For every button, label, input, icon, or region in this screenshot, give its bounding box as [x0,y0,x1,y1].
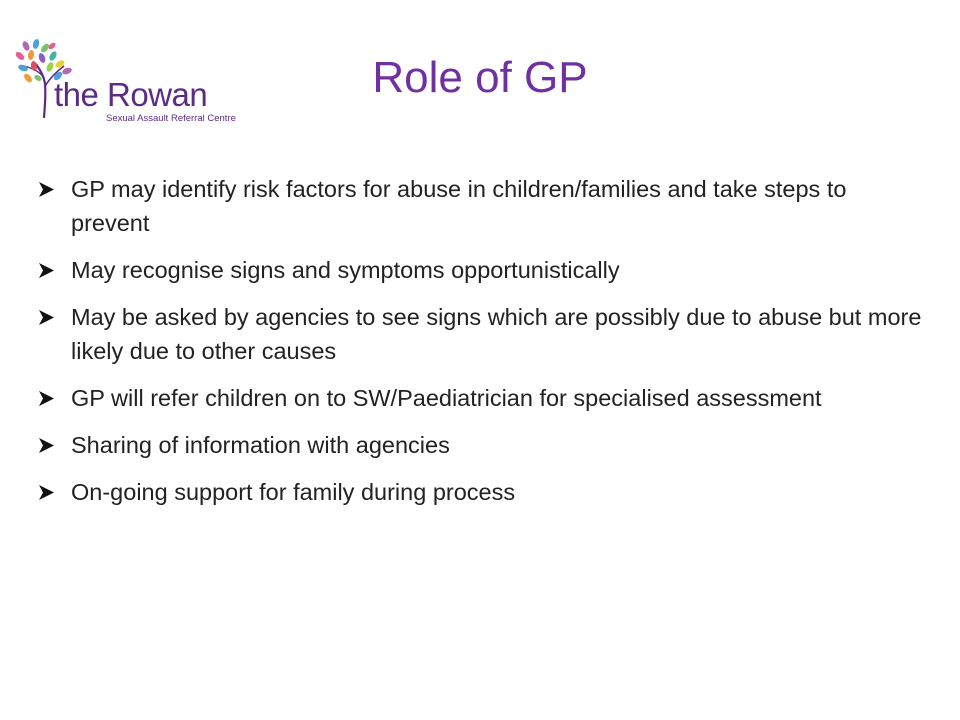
bullet-text: GP may identify risk factors for abuse in children/families and take steps to prevent [71,176,847,236]
bullet-list [38,172,923,522]
bullet-text: GP will refer children on to SW/Paediatrician for specialised assessment [71,385,822,411]
bullet-item [38,428,923,462]
logo-name: the Rowan [54,76,208,113]
logo-subtitle: Sexual Assault Referral Centre [106,113,236,124]
bullet-text: On-going support for family during process [71,479,516,505]
arrow-bullet-icon [38,181,55,198]
arrow-bullet-icon [38,309,55,326]
arrow-bullet-icon [38,390,55,407]
arrow-bullet-icon [38,484,55,501]
bullet-text: Sharing of information with agencies [71,432,450,458]
arrow-bullet-icon [38,262,55,279]
bullet-text: May recognise signs and symptoms opportunistically [71,257,620,283]
slide-title: Role of GP [372,53,588,102]
bullet-item [38,253,923,287]
arrow-bullet-icon [38,437,55,454]
bullet-item [38,172,923,240]
bullet-text: May be asked by agencies to see signs which are possibly due to abuse but more likely due to other causes [71,304,922,364]
bullet-item [38,381,923,415]
bullet-item [38,475,923,509]
bullet-item [38,300,923,368]
